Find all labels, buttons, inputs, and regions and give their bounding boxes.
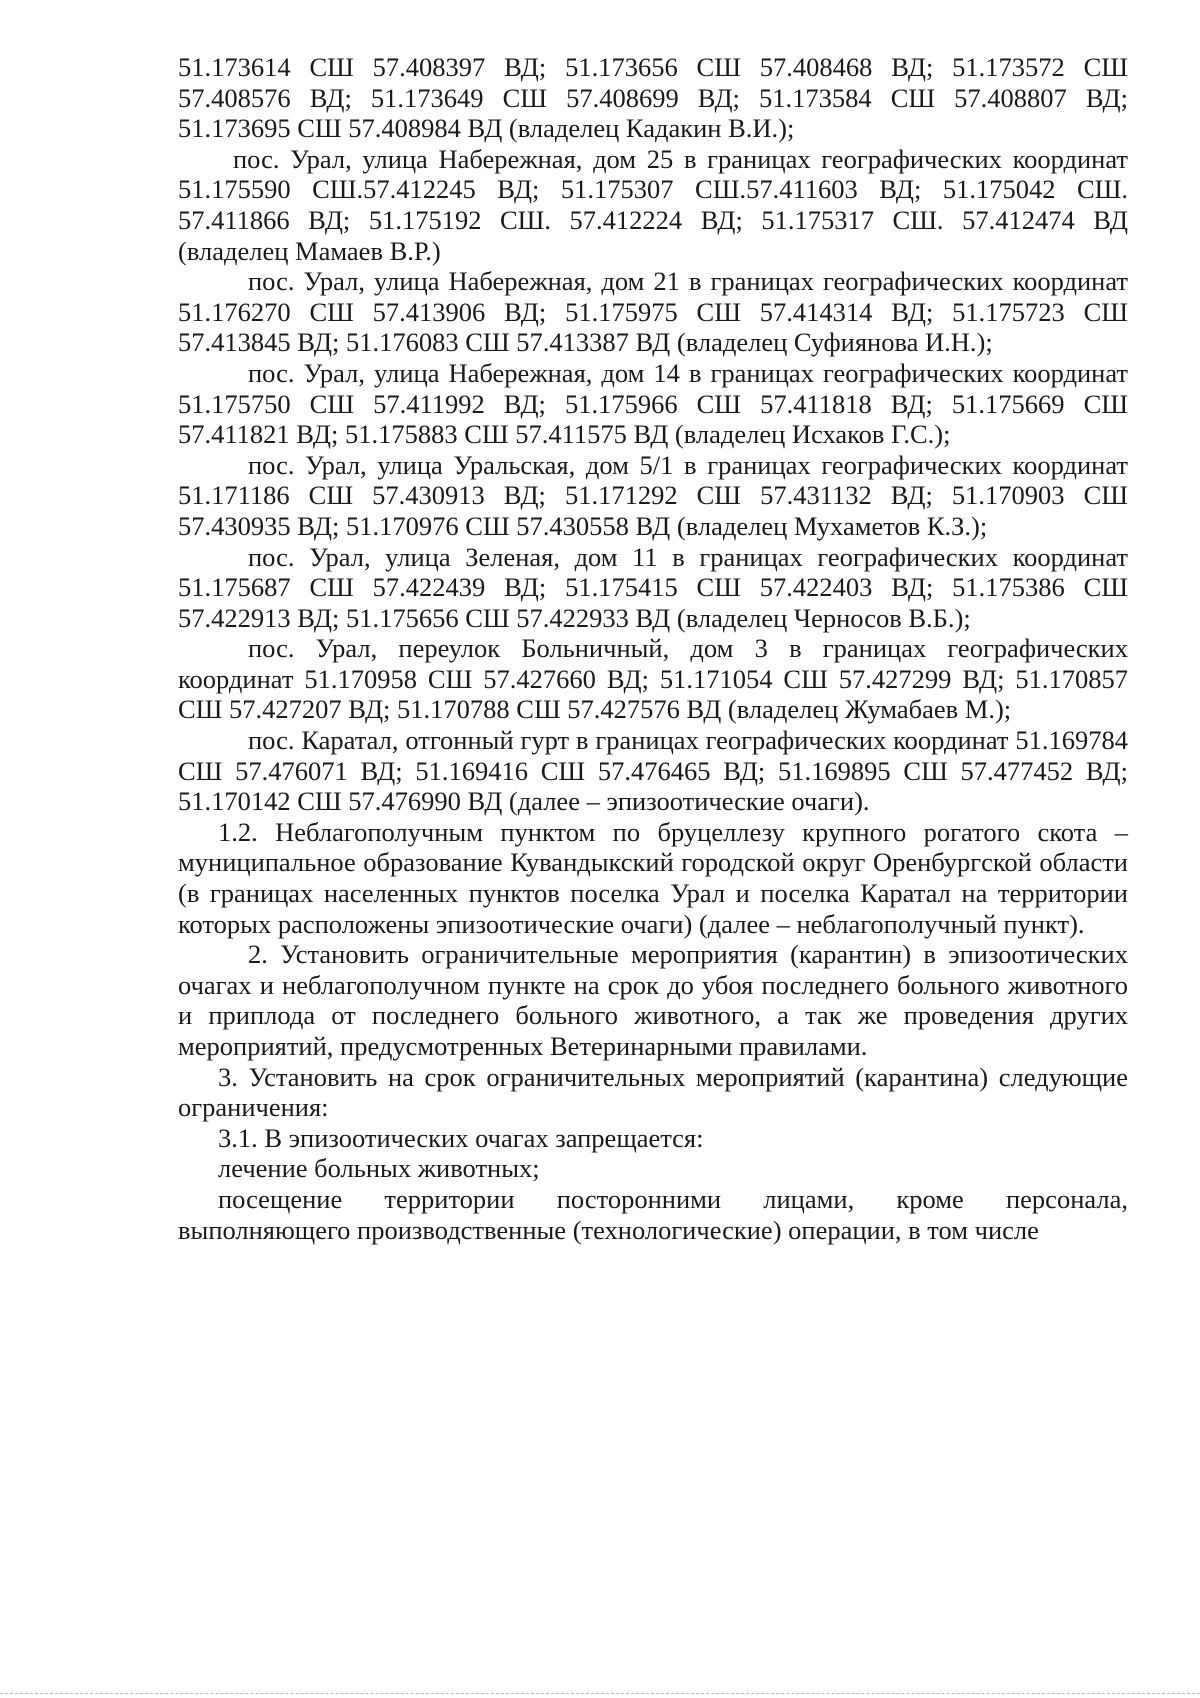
focus-paragraph-uralskaya-5-1: пос. Урал, улица Уральская, дом 5/1 в границах географических координат 51.171186 СШ 57.430913 ВД; 51.171292 СШ 57.431132 ВД; 51.170903 СШ 57.430935 ВД; 51.170976 СШ 57.430558 ВД (владелец Мухаметов К.З.);: [178, 449, 1128, 541]
focus-paragraph-bolnichny-3: пос. Урал, переулок Больничный, дом 3 в границах географических координат 51.170958 СШ 57.427660 ВД; 51.171054 СШ 57.427299 ВД; 51.170857 СШ 57.427207 ВД; 51.170788 СШ 57.427576 ВД (владелец Жумабаев М.);: [178, 633, 1128, 725]
focus-paragraph-karatal: пос. Каратал, отгонный гурт в границах географических координат 51.169784 СШ 57.476071 ВД; 51.169416 СШ 57.476465 ВД; 51.169895 СШ 57.477452 ВД; 51.170142 СШ 57.476990 ВД (далее – эпизоотические очаги).: [178, 725, 1128, 817]
clause-3-1: 3.1. В эпизоотических очагах запрещается:: [218, 1122, 704, 1153]
clause-3: 3. Установить на срок ограничительных мероприятий (карантина) следующие ограничения:: [178, 1061, 1128, 1123]
document-page: [178, 52, 1128, 1245]
focus-paragraph-naberezhnaya-25: пос. Урал, улица Набережная, дом 25 в границах географических координат 51.175590 СШ.57.412245 ВД; 51.175307 СШ.57.411603 ВД; 51.175042 СШ. 57.411866 ВД; 51.175192 СШ. 57.412224 ВД; 51.175317 СШ. 57.412474 ВД (владелец Мамаев В.Р.): [178, 143, 1128, 266]
page-bottom-divider: [0, 1693, 1200, 1694]
focus-paragraph-naberezhnaya-14: пос. Урал, улица Набережная, дом 14 в границах географических координат 51.175750 СШ 57.411992 ВД; 51.175966 СШ 57.411818 ВД; 51.175669 СШ 57.411821 ВД; 51.175883 СШ 57.411575 ВД (владелец Исхаков Г.С.);: [178, 357, 1128, 450]
coordinates-paragraph-kadakin: 51.173614 СШ 57.408397 ВД; 51.173656 СШ 57.408468 ВД; 51.173572 СШ 57.408576 ВД; 51.173649 СШ 57.408699 ВД; 51.173584 СШ 57.408807 ВД; 51.173695 СШ 57.408984 ВД (владелец Кадакин В.И.);: [178, 52, 1128, 144]
focus-paragraph-zelenaya-11: пос. Урал, улица Зеленая, дом 11 в границах географических координат 51.175687 СШ 57.422439 ВД; 51.175415 СШ 57.422403 ВД; 51.175386 СШ 57.422913 ВД; 51.175656 СШ 57.422933 ВД (владелец Черносов В.Б.);: [178, 541, 1128, 633]
prohibition-visits: посещение территории посторонними лицами, кроме персонала, выполняющего производственные (технологические) операции, в том числе: [178, 1183, 1128, 1245]
clause-2: 2. Установить ограничительные мероприятия (карантин) в эпизоотических очагах и неблагополучном пункте на срок до убоя последнего больного животного и приплода от последнего больного животного, а так же проведения других мероприятий, предусмотренных Ветеринарными правилами.: [178, 939, 1128, 1061]
focus-paragraph-naberezhnaya-21: пос. Урал, улица Набережная, дом 21 в границах географических координат 51.176270 СШ 57.413906 ВД; 51.175975 СШ 57.414314 ВД; 51.175723 СШ 57.413845 ВД; 51.176083 СШ 57.413387 ВД (владелец Суфиянова И.Н.);: [178, 266, 1128, 358]
prohibition-treatment: лечение больных животных;: [218, 1153, 540, 1184]
clause-1-2: 1.2. Неблагополучным пунктом по бруцеллезу крупного рогатого скота – муниципальное образование Кувандыкский городской округ Оренбургской области (в границах населенных пунктов поселка Урал и поселка Каратал на территории которых расположены эпизоотические очаги) (далее – неблагополучный пункт).: [178, 816, 1128, 939]
